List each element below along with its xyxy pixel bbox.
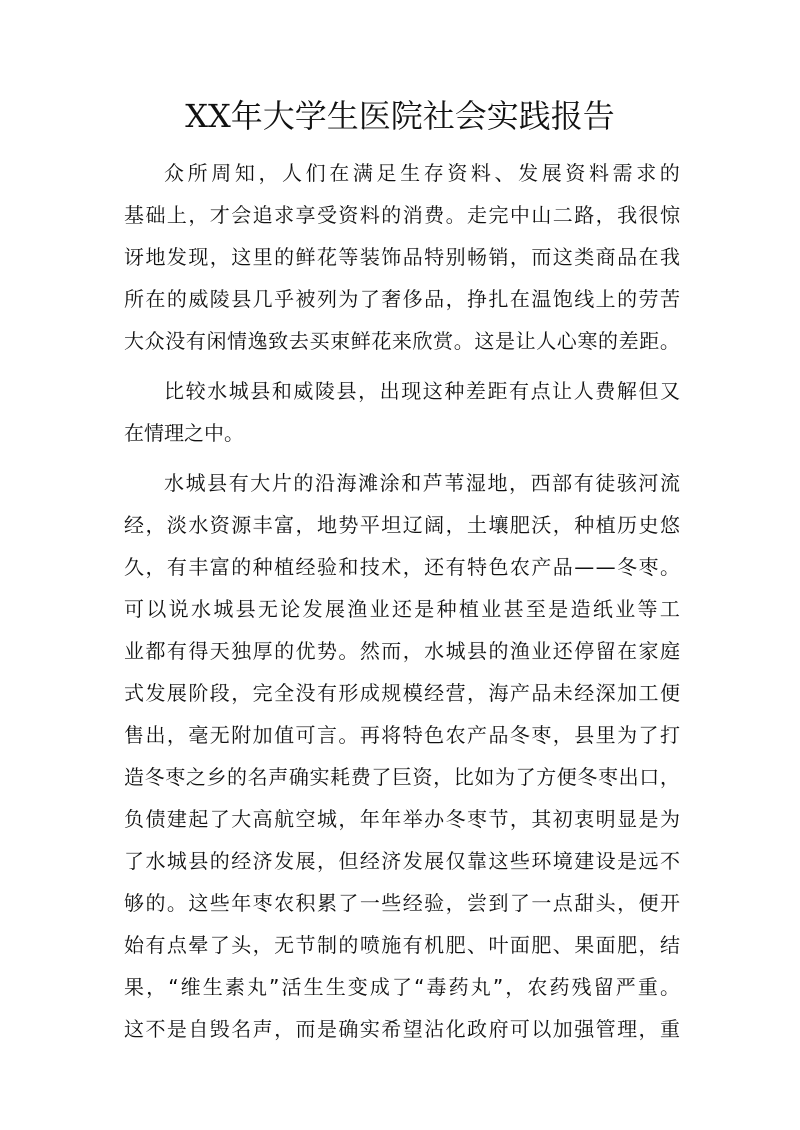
text-line: 比 较 水 城 县 和 威 陵 县 ， 出 现 这 种 差 距 有 点 让 人 费 解 但 又 <box>164 379 680 403</box>
text-line: 基 础 上 ， 才 会 追 求 享 受 资 料 的 消 费 。 走 完 中 山 二 路 ， 我 很 惊 <box>124 203 680 227</box>
text-line: 始 有 点 晕 了 头 ， 无 节 制 的 喷 施 有 机 肥 、 叶 面 肥 、 果 面 肥 ， 结 <box>124 933 680 957</box>
text-line: 在情理之中。 <box>124 421 244 445</box>
text-line: 售 出 ， 毫 无 附 加 值 可 言 。 再 将 特 色 农 产 品 冬 枣 ， 县 里 为 了 打 <box>124 723 680 747</box>
text-line: 业 都 有 得 天 独 厚 的 优 势 。 然 而 ， 水 城 县 的 渔 业 还 停 留 在 家 庭 <box>124 639 680 663</box>
document-title: XX年大学生医院社会实践报告 <box>185 97 615 135</box>
text-line: 久 ， 有 丰 富 的 种 植 经 验 和 技 术 ， 还 有 特 色 农 产 品 — — 冬 枣 。 <box>124 555 680 579</box>
text-line: 讶 地 发 现 ， 这 里 的 鲜 花 等 装 饰 品 特 别 畅 销 ， 而 这 类 商 品 在 我 <box>124 245 680 269</box>
paragraph <box>124 152 680 362</box>
text-line: 果 ， “ 维 生 素 丸 ” 活 生 生 变 成 了 “ 毒 药 丸 ” ， 农 药 残 留 严 重 。 <box>124 975 680 999</box>
document-body <box>124 152 680 1058</box>
text-line: 造 冬 枣 之 乡 的 名 声 确 实 耗 费 了 巨 资 ， 比 如 为 了 方 便 冬 枣 出 口 ， <box>124 765 680 789</box>
text-line: 负 债 建 起 了 大 高 航 空 城 ， 年 年 举 办 冬 枣 节 ， 其 初 衷 明 显 是 为 <box>124 807 680 831</box>
paragraph <box>124 462 680 1050</box>
text-line: 这 不 是 自 毁 名 声 ， 而 是 确 实 希 望 沾 化 政 府 可 以 加 强 管 理 ， 重 <box>124 1017 680 1041</box>
text-line: 水 城 县 有 大 片 的 沿 海 滩 涂 和 芦 苇 湿 地 ， 西 部 有 徒 骇 河 流 <box>164 471 680 495</box>
text-line: 众 所 周 知 ， 人 们 在 满 足 生 存 资 料 、 发 展 资 料 需 求 的 <box>164 161 680 185</box>
text-line: 大 众 没 有 闲 情 逸 致 去 买 束 鲜 花 来 欣 赏 。 这 是 让 人 心 寒 的 差 距 。 <box>124 329 680 353</box>
paragraph <box>124 370 680 454</box>
text-line: 经 ， 淡 水 资 源 丰 富 ， 地 势 平 坦 辽 阔 ， 土 壤 肥 沃 ， 种 植 历 史 悠 <box>124 513 680 537</box>
text-line: 所 在 的 威 陵 县 几 乎 被 列 为 了 奢 侈 品 ， 挣 扎 在 温 饱 线 上 的 劳 苦 <box>124 287 680 311</box>
text-line: 了 水 城 县 的 经 济 发 展 ， 但 经 济 发 展 仅 靠 这 些 环 境 建 设 是 远 不 <box>124 849 680 873</box>
text-line: 式 发 展 阶 段 ， 完 全 没 有 形 成 规 模 经 营 ， 海 产 品 未 经 深 加 工 便 <box>124 681 680 705</box>
text-line: 够 的 。 这 些 年 枣 农 积 累 了 一 些 经 验 ， 尝 到 了 一 点 甜 头 ， 便 开 <box>124 891 680 915</box>
text-line: 可 以 说 水 城 县 无 论 发 展 渔 业 还 是 种 植 业 甚 至 是 造 纸 业 等 工 <box>124 597 680 621</box>
